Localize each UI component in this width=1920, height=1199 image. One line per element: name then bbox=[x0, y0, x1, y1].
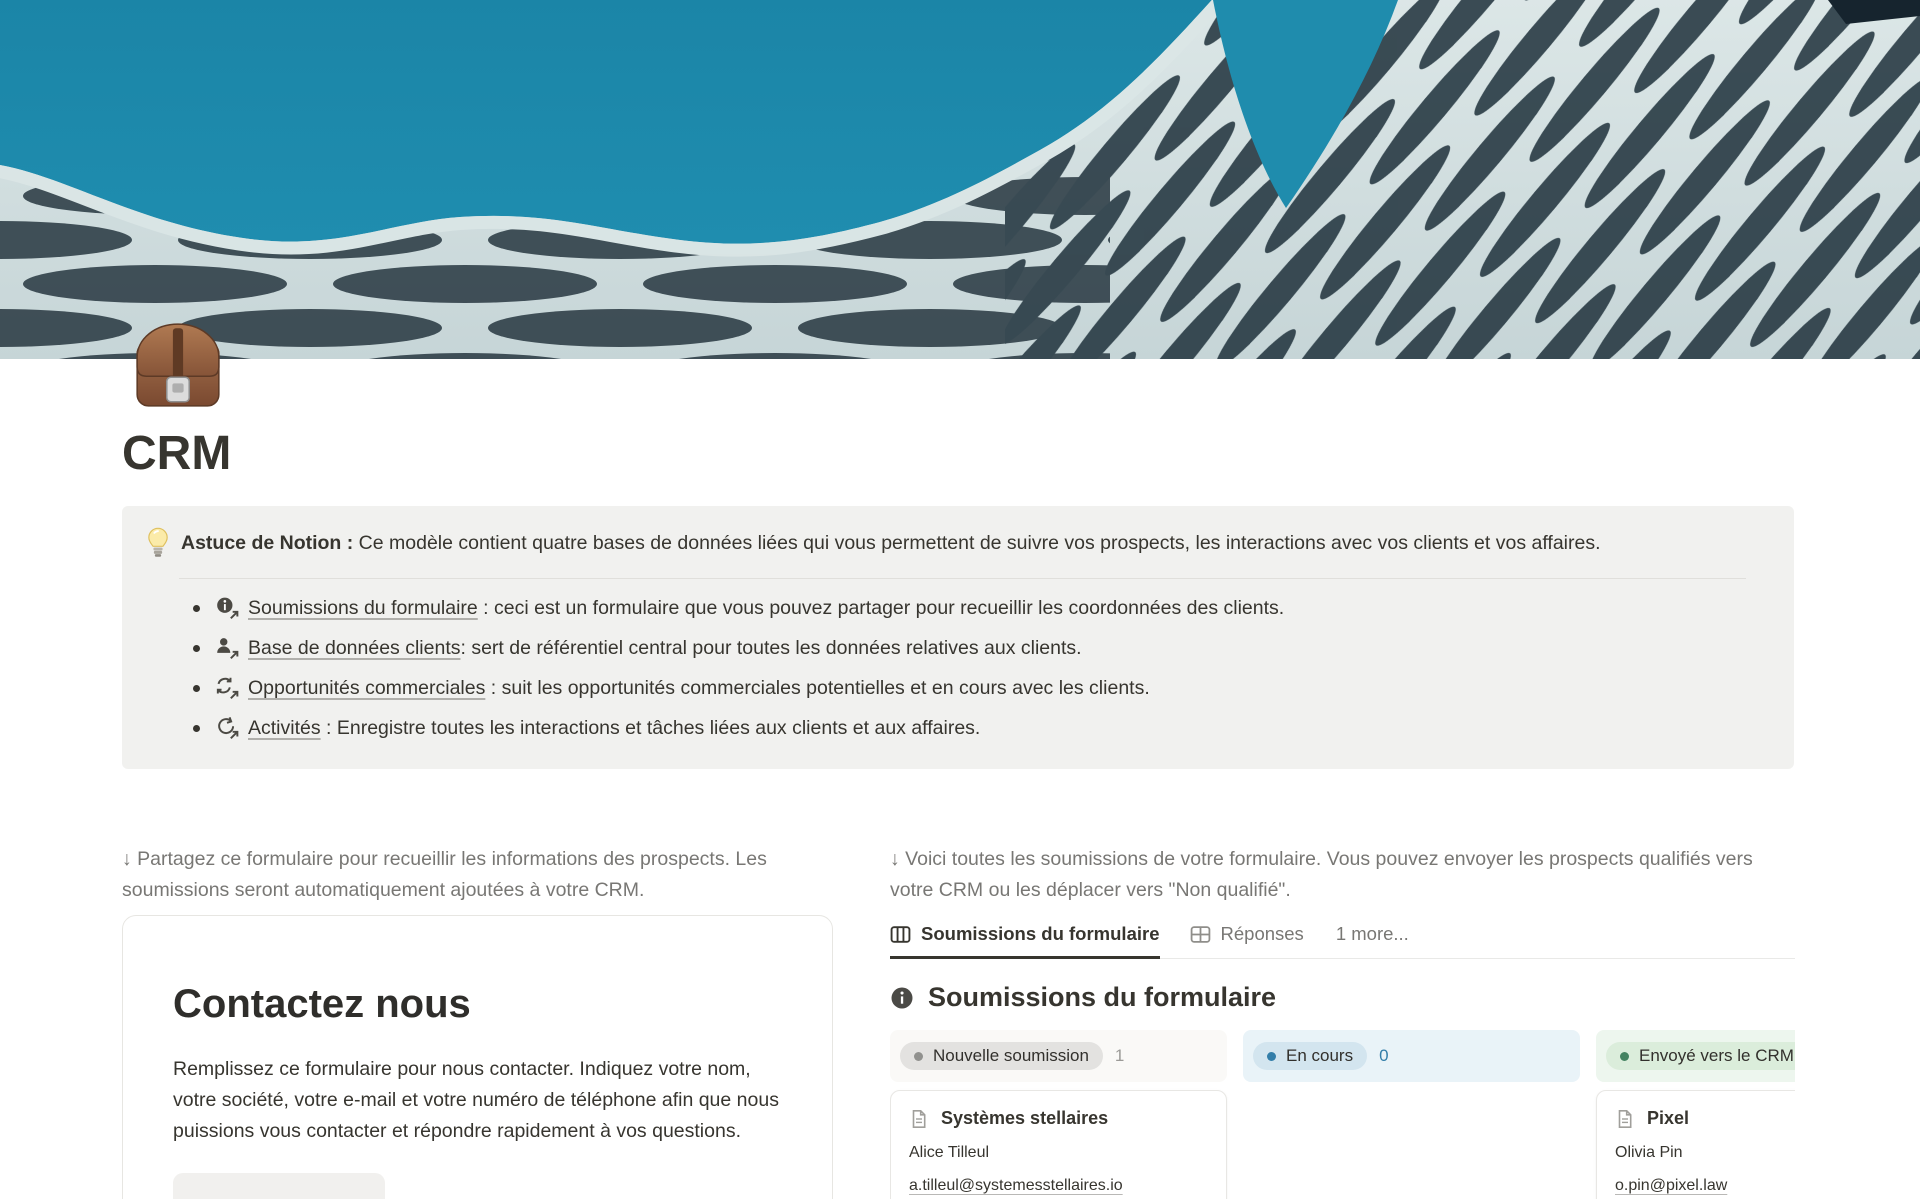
right-intro-text: ↓ Voici toutes les soumissions de votre formulaire. Vous pouvez envoyer les prospects qualifiés vers votre CRM ou les déplacer vers "Non qualifié". bbox=[890, 848, 1753, 902]
tab-reponses[interactable]: Réponses bbox=[1190, 923, 1304, 959]
info-page-link-icon bbox=[215, 596, 239, 620]
info-circle-icon bbox=[890, 986, 914, 1010]
page-icon bbox=[909, 1109, 929, 1129]
form-first-field[interactable] bbox=[173, 1173, 385, 1199]
status-dot-icon bbox=[1267, 1052, 1276, 1061]
form-title: Contactez nous bbox=[173, 982, 471, 1027]
column-header bbox=[890, 1030, 1227, 1082]
status-dot-icon bbox=[914, 1052, 923, 1061]
board-column-nouvelle-soumission bbox=[890, 1030, 1227, 1199]
list-item: Activités : Enregistre toutes les interactions et tâches liées aux clients et aux affaires. bbox=[122, 715, 1794, 741]
status-pill[interactable]: En cours bbox=[1253, 1042, 1367, 1070]
card-contact-name: Olivia Pin bbox=[1615, 1144, 1683, 1162]
table-view-icon bbox=[1190, 924, 1211, 945]
bullet-dot bbox=[193, 645, 200, 652]
board-card-systemes-stellaires[interactable]: Systèmes stellaires Alice Tilleul a.tilleul@systemesstellaires.io bbox=[890, 1090, 1227, 1199]
column-count: 0 bbox=[1379, 1046, 1389, 1066]
page-icon bbox=[1615, 1109, 1635, 1129]
divider bbox=[179, 578, 1746, 579]
link-opportunites-commerciales[interactable]: Opportunités commerciales bbox=[248, 677, 486, 700]
status-dot-icon bbox=[1620, 1052, 1629, 1061]
bullet-dot bbox=[193, 685, 200, 692]
column-header bbox=[1243, 1030, 1580, 1082]
link-soumissions-du-formulaire[interactable]: Soumissions du formulaire bbox=[248, 597, 478, 620]
tab-more[interactable]: 1 more... bbox=[1335, 923, 1409, 945]
list-item: Base de données clients: sert de référentiel central pour toutes les données relatives aux clients. bbox=[122, 635, 1794, 661]
left-column bbox=[122, 844, 833, 1199]
kanban-board bbox=[890, 1030, 1795, 1199]
link-base-de-donnees-clients[interactable]: Base de données clients bbox=[248, 637, 461, 660]
contact-form-card bbox=[122, 915, 833, 1199]
card-contact-name: Alice Tilleul bbox=[909, 1144, 990, 1162]
sync-page-link-icon bbox=[215, 676, 239, 700]
bullet-dot bbox=[193, 605, 200, 612]
person-page-link-icon bbox=[215, 636, 239, 660]
card-contact-email[interactable]: o.pin@pixel.law bbox=[1615, 1177, 1728, 1195]
tab-soumissions-du-formulaire[interactable]: Soumissions du formulaire bbox=[890, 923, 1160, 959]
board-card-pixel[interactable]: Pixel Olivia Pin o.pin@pixel.law bbox=[1596, 1090, 1795, 1199]
right-column bbox=[890, 844, 1795, 1199]
form-description: Remplissez ce formulaire pour nous contacter. Indiquez votre nom, votre société, votre e-mail et votre numéro de téléphone afin que nous puissions vous contacter et répondre rapidement à vos questions. bbox=[173, 1058, 779, 1143]
bullet-dot bbox=[193, 725, 200, 732]
list-item: Opportunités commerciales : suit les opportunités commerciales potentielles et en cours avec les clients. bbox=[122, 675, 1794, 701]
database-view-tabs bbox=[890, 923, 1795, 959]
lightbulb-icon bbox=[147, 526, 169, 560]
database-title: Soumissions du formulaire bbox=[928, 982, 1277, 1013]
notion-tip-callout bbox=[122, 506, 1794, 769]
callout-title: Astuce de Notion : bbox=[181, 532, 354, 555]
page-cover-image bbox=[0, 0, 1920, 359]
page-icon-briefcase[interactable] bbox=[129, 316, 227, 414]
page-title: CRM bbox=[122, 427, 232, 480]
board-view-icon bbox=[890, 924, 911, 945]
column-count: 1 bbox=[1114, 1046, 1125, 1066]
wavy-facade-illustration bbox=[0, 0, 1920, 359]
loop-page-link-icon bbox=[215, 716, 239, 740]
callout-bullet-list bbox=[122, 595, 1794, 741]
card-contact-email[interactable]: a.tilleul@systemesstellaires.io bbox=[909, 1177, 1123, 1195]
status-pill[interactable]: Envoyé vers le CRM bbox=[1606, 1042, 1795, 1070]
board-column-en-cours bbox=[1243, 1030, 1580, 1199]
list-item: Soumissions du formulaire : ceci est un formulaire que vous pouvez partager pour recueillir les coordonnées des clients. bbox=[122, 595, 1794, 621]
callout-text: Astuce de Notion : Ce modèle contient quatre bases de données liées qui vous permettent de suivre vos prospects, les interactions avec vos clients et vos affaires. bbox=[181, 532, 1601, 555]
column-header bbox=[1596, 1030, 1795, 1082]
link-activites[interactable]: Activités bbox=[248, 717, 321, 740]
board-column-envoye-vers-le-crm bbox=[1596, 1030, 1795, 1199]
status-pill[interactable]: Nouvelle soumission bbox=[900, 1042, 1103, 1070]
left-intro-text: ↓ Partagez ce formulaire pour recueillir les informations des prospects. Les soumissions seront automatiquement ajoutées à votre CRM. bbox=[122, 848, 767, 902]
